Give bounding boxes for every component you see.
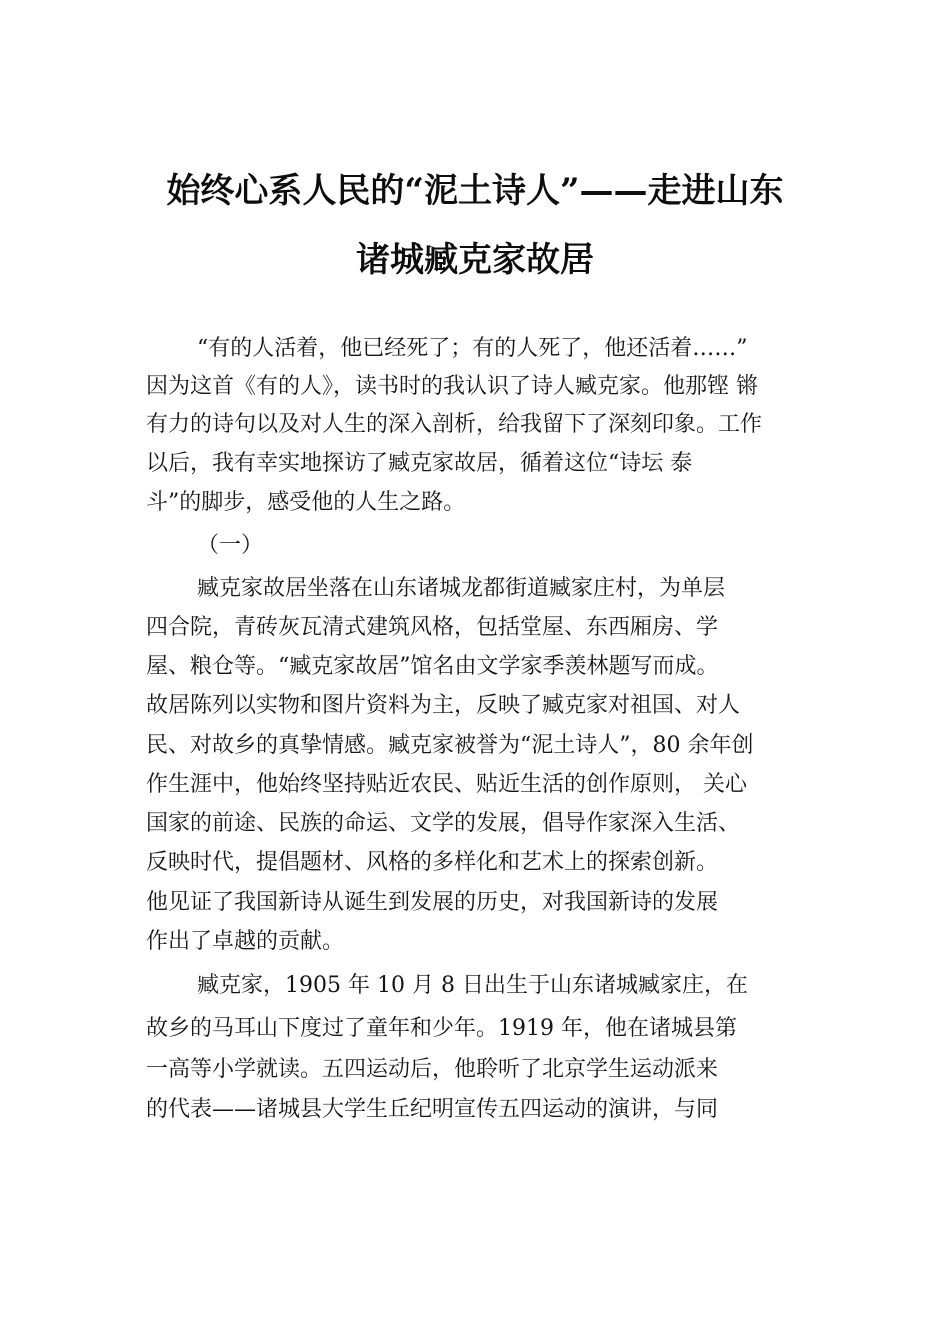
text-line: 臧克家，1905 年 10 月 8 日出生于山东诸城臧家庄，在 (197, 973, 748, 998)
document-title-line-1: 始终心系人民的“泥土诗人”——走进山东 (166, 171, 784, 211)
text-line: 因为这首《有的人》，读书时的我认识了诗人臧克家。他那铿 锵 (146, 374, 758, 399)
text-line: 国家的前途、民族的命运、文学的发展，倡导作家深入生活、 (146, 811, 741, 836)
text-line: 臧克家故居坐落在山东诸城龙都街道臧家庄村，为单层 (197, 576, 726, 601)
document-title-line-2: 诸城臧克家故居 (356, 240, 594, 280)
text-line: 他见证了我国新诗从诞生到发展的历史，对我国新诗的发展 (146, 890, 719, 915)
text-line: 作生涯中，他始终坚持贴近农民、贴近生活的创作原则， 关心 (146, 772, 747, 797)
text-line: 民、对故乡的真挚情感。臧克家被誉为“泥土诗人”，80 余年创 (146, 733, 754, 758)
text-line: 以后，我有幸实地探访了臧克家故居，循着这位“诗坛 泰 (146, 451, 693, 476)
text-line: 屋、粮仓等。“臧克家故居”馆名由文学家季羡林题写而成。 (146, 654, 719, 679)
text-line: 的代表——诸城县大学生丘纪明宣传五四运动的演讲，与同 (146, 1097, 719, 1122)
text-line: 有力的诗句以及对人生的深入剖析，给我留下了深刻印象。工作 (146, 412, 763, 437)
section-heading: （一） (197, 533, 264, 558)
text-line: “有的人活着，他已经死了；有的人死了，他还活着……” (197, 336, 748, 361)
text-line: 反映时代，提倡题材、风格的多样化和艺术上的探索创新。 (146, 850, 719, 875)
text-line: 一高等小学就读。五四运动后，他聆听了北京学生运动派来 (146, 1057, 719, 1082)
text-line: 作出了卓越的贡献。 (146, 929, 345, 954)
text-line: 故居陈列以实物和图片资料为主，反映了臧克家对祖国、对人 (146, 693, 741, 718)
text-line: 故乡的马耳山下度过了童年和少年。1919 年，他在诸城县第 (146, 1016, 737, 1041)
text-line: 四合院，青砖灰瓦清式建筑风格，包括堂屋、东西厢房、学 (146, 615, 719, 640)
text-line: 斗”的脚步，感受他的人生之路。 (146, 490, 466, 515)
